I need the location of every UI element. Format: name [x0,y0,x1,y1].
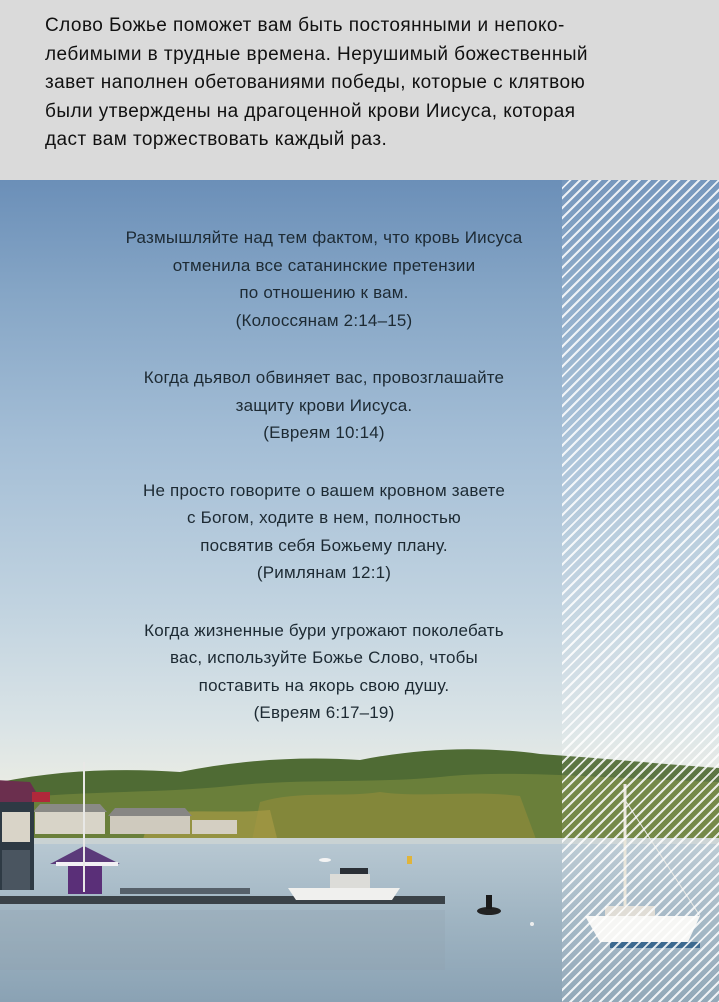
verse-line: посвятив себя Божьему плану. [200,535,448,555]
verse-line: вас, используйте Божье Слово, чтобы [170,648,478,667]
verse-reference: (Римлянам 12:1) [256,563,392,582]
intro-text: Слово Божье поможет вам быть постоянными и непоко- лебимыми в трудные времена. Нерушимый божественный завет наполнен обетованиями победы, которые с клятвою были утверждены на драгоценной крови Иисуса, которая даст вам торжествовать каждый раз. [45,15,588,150]
verse-line: Размышляйте над тем фактом, что кровь Иисуса [125,228,523,247]
verse-2 [0,364,648,447]
verse-line: поставить на якорь свою душу. [198,675,450,695]
verse-line: по отношению к вам. [239,283,409,302]
lake-photo [0,180,719,1002]
verse-line: отменила все сатанинские претензии [172,255,476,275]
verse-3 [0,477,648,587]
verses-block [0,224,648,757]
verse-4 [0,617,648,727]
verse-line: защиту крови Иисуса. [235,395,413,415]
verse-line: Когда дьявол обвиняет вас, провозглашайте [143,368,505,387]
verse-line: Когда жизненные бури угрожают поколебать [144,620,504,640]
verse-reference: (Евреям 6:17–19) [253,703,395,722]
verse-reference: (Евреям 10:14) [263,423,385,442]
verse-1 [0,224,648,334]
verse-line: с Богом, ходите в нем, полностью [187,508,461,527]
verse-reference: (Колоссянам 2:14–15) [235,310,413,330]
intro-box [0,0,719,180]
verse-line: Не просто говорите о вашем кровном завете [143,480,505,500]
